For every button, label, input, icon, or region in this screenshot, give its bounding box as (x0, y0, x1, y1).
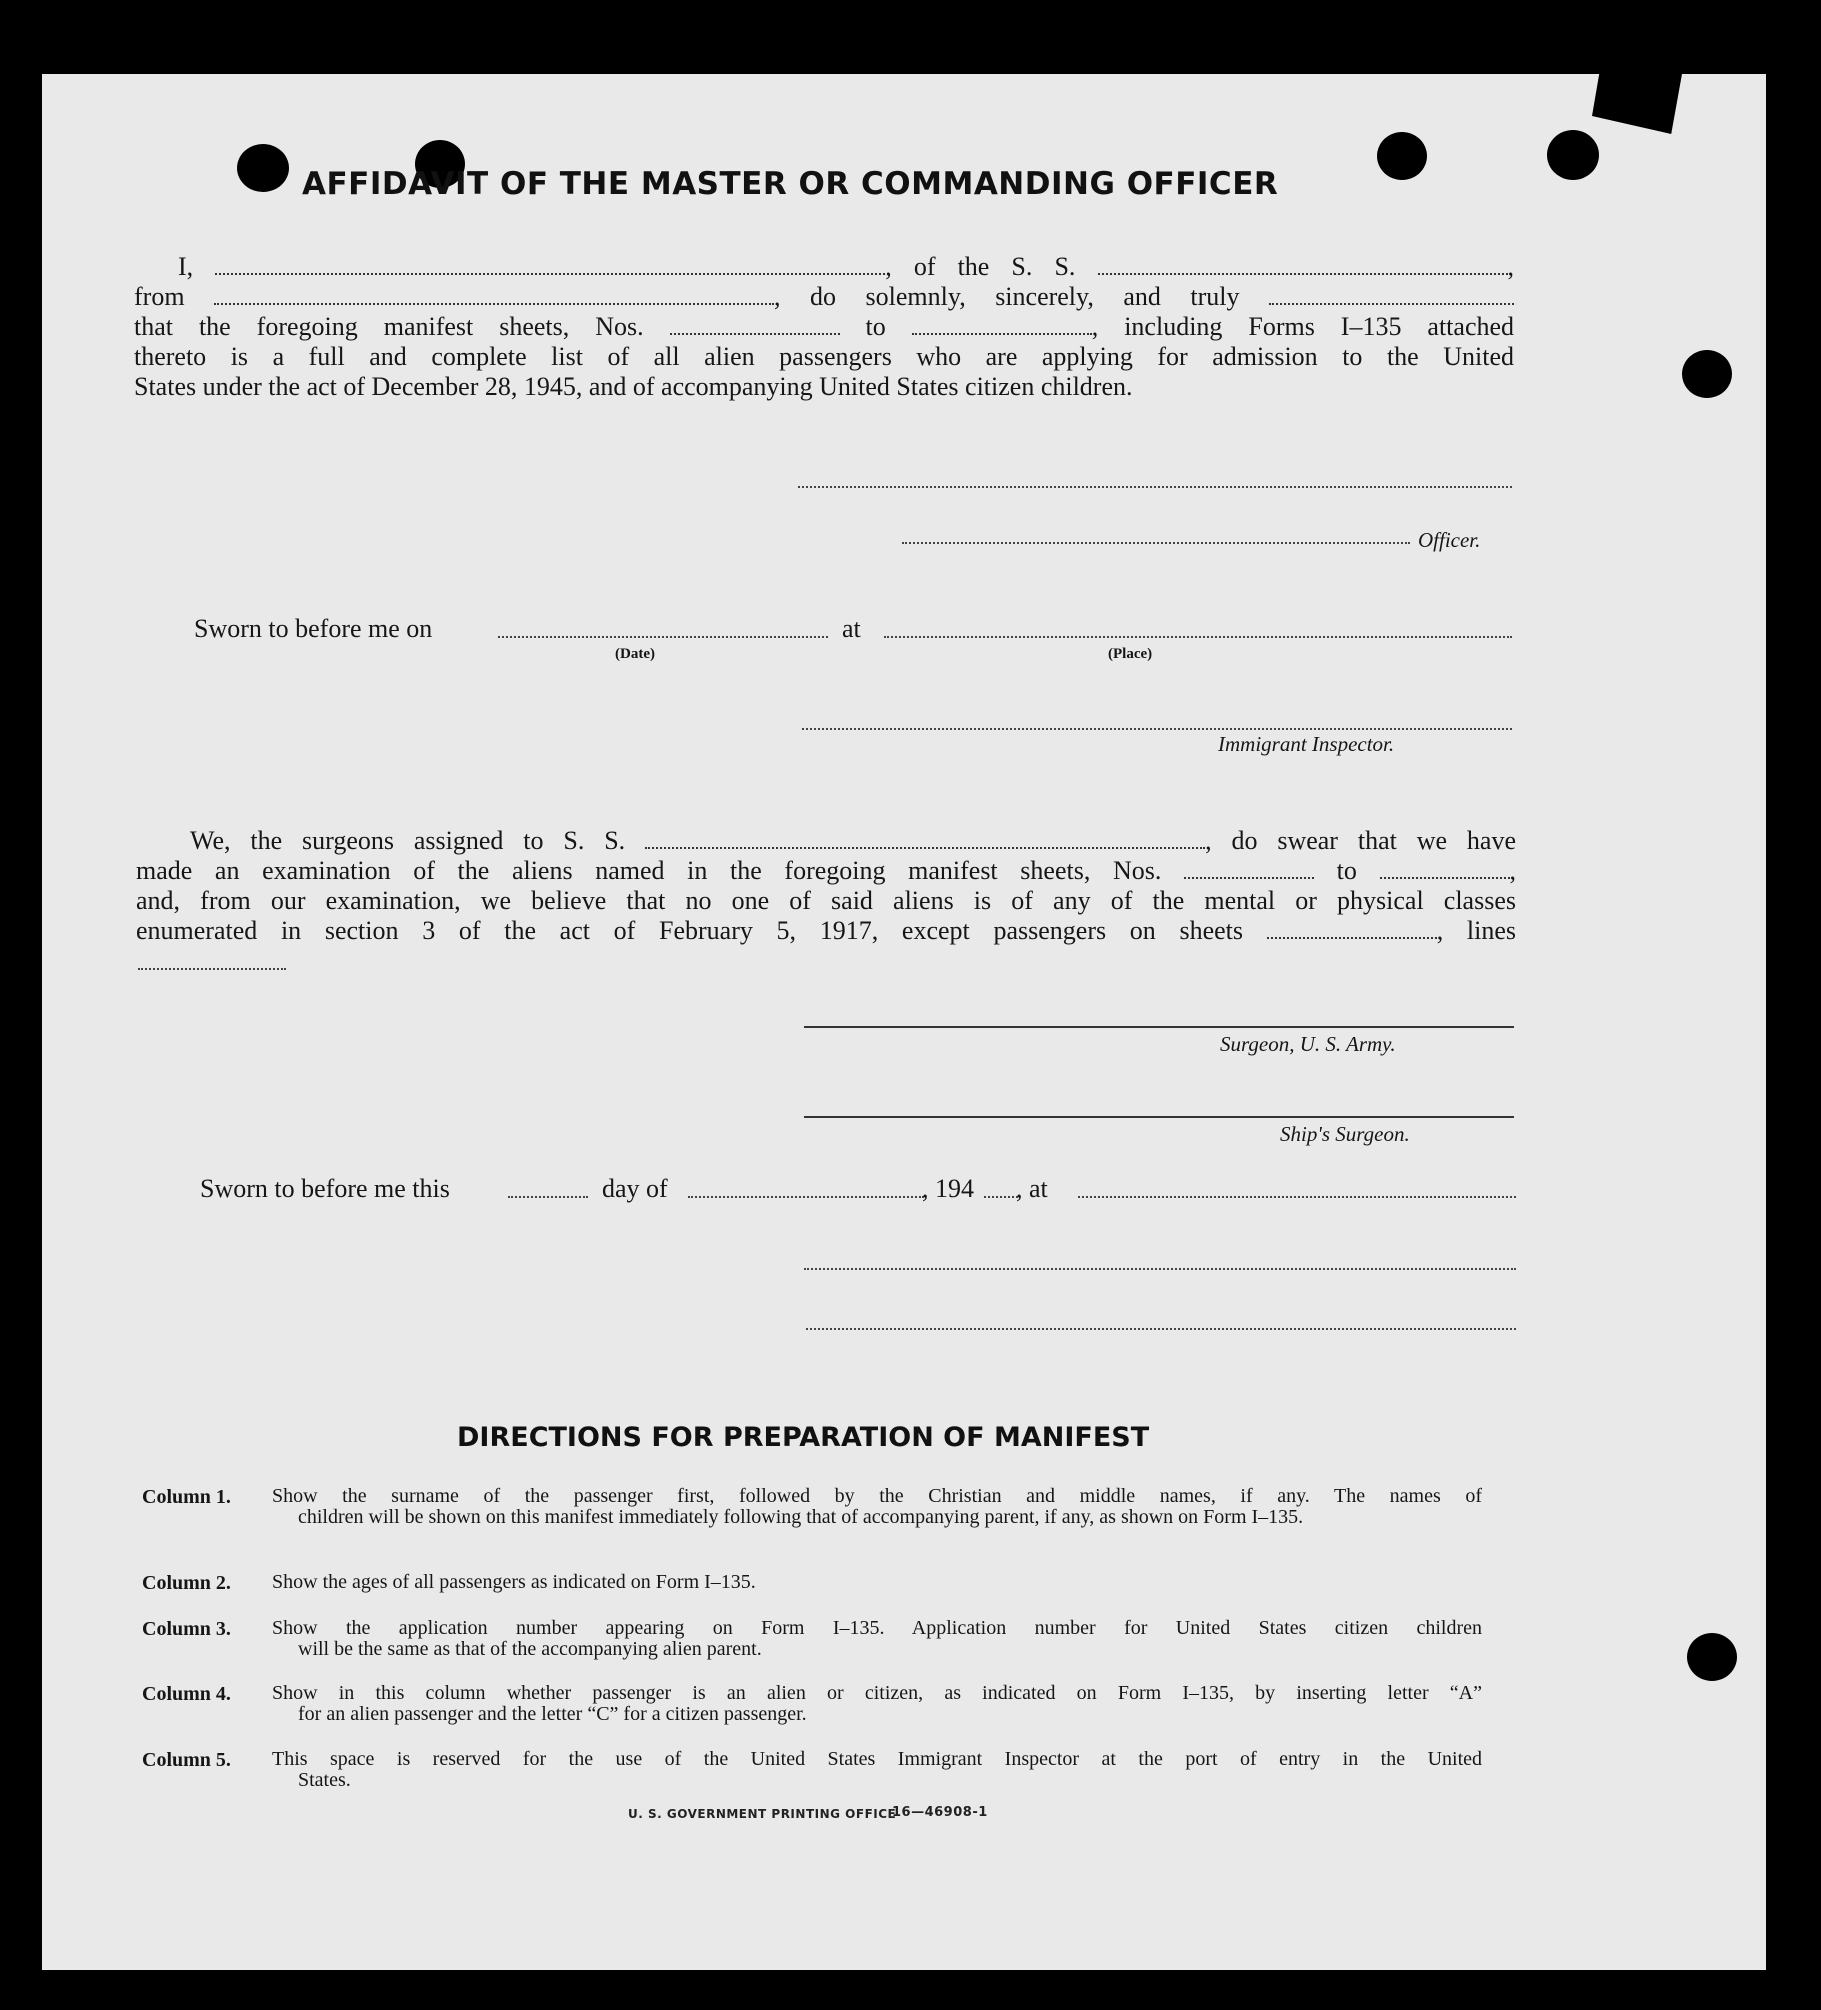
officer-caption: Officer. (1418, 528, 1481, 552)
sworn1-label: Sworn to before me on (194, 614, 433, 643)
affidavit-line2-a: from (134, 282, 185, 311)
surgeons-sheets-to-blank[interactable] (1380, 876, 1510, 879)
punch-hole (1377, 132, 1427, 180)
place-caption: (Place) (1108, 646, 1153, 662)
column-3-text-rest: will be the same as that of the accompanying alien parent. (298, 1638, 762, 1660)
column-5-text-first: This space is reserved for the use of the United States Immigrant Inspector at the port of entry in the United (272, 1749, 1482, 1770)
column-4-text-rest: for an alien passenger and the letter “C” for a citizen passenger. (298, 1703, 807, 1725)
inspector1-caption: Immigrant Inspector. (1218, 732, 1395, 756)
column-3-label: Column 3. (142, 1618, 231, 1640)
punch-hole (1547, 130, 1599, 180)
surgeons-line4-a: enumerated in section 3 of the act of February 5, 1917, except passengers on sheets (136, 916, 1244, 945)
date-caption: (Date) (615, 646, 655, 662)
column-1-text-rest: children will be shown on this manifest immediately following that of accompanying parent, if any, as shown on Form I–135. (298, 1506, 1304, 1528)
affidavit-line5: States under the act of December 28, 1945, and of accompanying United States citizen children. (134, 372, 1133, 401)
affidavit-title: AFFIDAVIT OF THE MASTER OR COMMANDING OFFICER (302, 166, 1279, 202)
printer-imprint: U. S. GOVERNMENT PRINTING OFFICE (628, 1807, 897, 1821)
column-3-text (272, 1618, 1482, 1660)
surgeons-text (136, 826, 1516, 946)
affidavit-line1-b: , of the S. S. (885, 252, 1076, 281)
surgeons-line2-c: , (1509, 856, 1516, 885)
inspector2-title-line[interactable] (806, 1328, 1516, 1330)
form-code: 16—46908-1 (892, 1805, 988, 1820)
surgeons-ship-blank[interactable] (645, 846, 1205, 849)
column-5-text-rest: States. (298, 1769, 351, 1791)
column-4-text (272, 1683, 1482, 1725)
column-5-label: Column 5. (142, 1749, 231, 1771)
surgeons-line3: and, from our examination, we believe that no one of said aliens is of any of the mental or physical classes (136, 886, 1516, 915)
column-2-label: Column 2. (142, 1572, 231, 1594)
column-4-label: Column 4. (142, 1683, 231, 1705)
inspector2-signature-line[interactable] (804, 1268, 1516, 1270)
sworn2-day-of: day of (602, 1174, 668, 1203)
affidavit-line2-b: , do solemnly, sincerely, and truly (774, 282, 1240, 311)
affidavit-line3-c: , including Forms I–135 attached (1091, 312, 1514, 341)
surgeons-line2-a: made an examination of the aliens named in the foregoing manifest sheets, Nos. (136, 856, 1162, 885)
affidavit-line3-b: to (865, 312, 886, 341)
sheets-from-blank[interactable] (670, 332, 840, 335)
punch-hole (237, 144, 289, 192)
except-sheets-blank[interactable] (1267, 936, 1437, 939)
affidavit-text (134, 252, 1514, 402)
oath-word-blank[interactable] (1269, 302, 1514, 305)
officer-title-line[interactable] (902, 542, 1410, 544)
master-signature-line[interactable] (798, 486, 1512, 488)
column-5-text (272, 1749, 1482, 1791)
column-1-label: Column 1. (142, 1486, 231, 1508)
army-surgeon-signature-line[interactable] (804, 1026, 1514, 1028)
sworn2-at: , at (1016, 1174, 1048, 1203)
directions-title: DIRECTIONS FOR PREPARATION OF MANIFEST (457, 1422, 1150, 1453)
surgeons-line1-b: , do swear that we have (1205, 826, 1516, 855)
sworn2-year: , 194 (922, 1174, 974, 1203)
column-3-text-first: Show the application number appearing on Form I–135. Application number for United States citizen children (272, 1618, 1482, 1639)
punch-hole (1687, 1633, 1737, 1681)
army-surgeon-caption: Surgeon, U. S. Army. (1220, 1032, 1396, 1056)
inspector1-signature-line[interactable] (802, 728, 1512, 730)
surgeons-line1-a: We, the surgeons assigned to S. S. (190, 826, 626, 855)
punch-hole (1682, 350, 1732, 398)
sworn2-label: Sworn to before me this (200, 1174, 450, 1203)
sworn2-year-blank[interactable] (984, 1196, 1018, 1198)
sworn2-month-blank[interactable] (688, 1196, 924, 1198)
sworn2-day-blank[interactable] (508, 1196, 588, 1198)
column-1-text (272, 1486, 1482, 1528)
master-name-blank[interactable] (215, 272, 885, 275)
column-2-text (272, 1572, 1482, 1593)
surgeons-line4-b: , lines (1436, 916, 1516, 945)
column-4-text-first: Show in this column whether passenger is an alien or citizen, as indicated on Form I–135, by inserting letter “A” (272, 1683, 1482, 1704)
form-page (42, 74, 1766, 1970)
from-port-blank[interactable] (214, 302, 774, 305)
affidavit-line1-a: I, (178, 252, 194, 281)
affidavit-line1-c: , (1507, 252, 1514, 281)
affidavit-line4: thereto is a full and complete list of all alien passengers who are applying for admission to the United (134, 342, 1514, 371)
affidavit-line3-a: that the foregoing manifest sheets, Nos. (134, 312, 644, 341)
surgeons-line2-b: to (1336, 856, 1357, 885)
column-2-text-first: Show the ages of all passengers as indicated on Form I–135. (272, 1571, 756, 1593)
ship-surgeon-caption: Ship's Surgeon. (1280, 1122, 1410, 1146)
ship-surgeon-signature-line[interactable] (804, 1116, 1514, 1118)
sworn1-at: at (842, 614, 861, 643)
sworn1-place-blank[interactable] (884, 636, 1512, 638)
ship-name-blank[interactable] (1098, 272, 1508, 275)
torn-corner (1592, 74, 1682, 134)
sworn2-place-blank[interactable] (1078, 1196, 1516, 1198)
sheets-to-blank[interactable] (912, 332, 1092, 335)
surgeons-sheets-from-blank[interactable] (1184, 876, 1314, 879)
except-lines-blank[interactable] (138, 968, 286, 970)
sworn1-date-blank[interactable] (498, 636, 828, 638)
column-1-text-first: Show the surname of the passenger first, followed by the Christian and middle names, if any. The names of (272, 1486, 1482, 1507)
